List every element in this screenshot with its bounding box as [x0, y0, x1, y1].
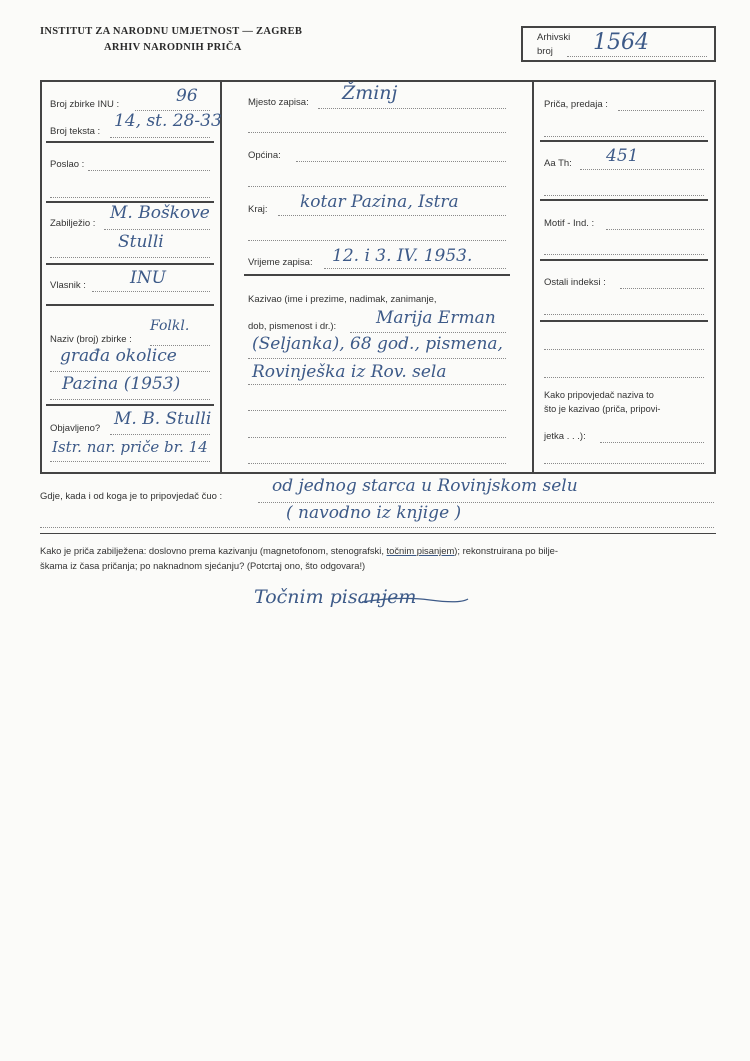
- place-value: Žminj: [342, 82, 398, 104]
- collection-number-label: Broj zbirke INU :: [50, 99, 120, 110]
- collection-name-value-2: građa okolice: [60, 346, 177, 366]
- method-answer-flourish: [360, 594, 472, 608]
- sent-label: Poslao :: [50, 159, 85, 170]
- method-instruction: [40, 545, 558, 556]
- archive-number-label-2: broj: [537, 46, 553, 57]
- archive-number-box: [521, 26, 716, 62]
- collection-name-value-3: Pazina (1953): [62, 374, 181, 394]
- date-label: Vrijeme zapisa:: [248, 257, 313, 268]
- archive-number-value: 1564: [593, 30, 649, 55]
- teller-name-label: Kako pripovjedač naziva to: [544, 390, 654, 400]
- source-value-2: ( navodno iz knjige ): [286, 503, 462, 523]
- date-value: 12. i 3. IV. 1953.: [332, 246, 473, 266]
- recorded-by-value: M. Boškove: [110, 203, 210, 223]
- narrator-label: Kazivao (ime i prezime, nadimak, zanimanje,: [248, 294, 437, 305]
- owner-value: INU: [130, 268, 166, 288]
- method-text-a: Kako je priča zabilježena: doslovno prema kazivanju (magnetofonom, stenografski,: [40, 545, 384, 556]
- teller-name-label-2: što je kazivao (priča, pripovi-: [544, 404, 661, 414]
- other-indices-label: Ostali indeksi :: [544, 277, 606, 288]
- aath-label: Aa Th:: [544, 158, 572, 169]
- institute-title: INSTITUT ZA NARODNU UMJETNOST — ZAGREB: [40, 26, 303, 37]
- method-instruction-2: škama iz časa pričanja; po naknadnom sjećanju? (Potcrtaj ono, što odgovara!): [40, 560, 366, 571]
- source-label: Gdje, kada i od koga je to pripovjedač čuo :: [40, 491, 223, 502]
- method-underlined-option: točnim pisanjem: [386, 545, 455, 556]
- municipality-label: Općina:: [248, 150, 281, 161]
- motif-label: Motif - Ind. :: [544, 218, 595, 229]
- teller-name-label-3: jetka . . .):: [544, 431, 586, 442]
- tale-label: Priča, predaja :: [544, 99, 608, 110]
- collection-name-value: Folkl.: [150, 318, 190, 334]
- narrator-label-2: dob, pismenost i dr.):: [248, 321, 337, 332]
- region-value: kotar Pazina, Istra: [300, 192, 459, 212]
- published-value-2: Istr. nar. priče br. 14: [52, 438, 208, 456]
- region-label: Kraj:: [248, 204, 268, 215]
- method-handwritten-answer: Točnim pisanjem: [254, 586, 417, 608]
- source-value: od jednog starca u Rovinjskom selu: [272, 476, 578, 496]
- narrator-value-3: Rovinješka iz Rov. sela: [252, 362, 447, 382]
- collection-number-value: 96: [176, 86, 198, 106]
- method-text-b: ); rekonstruirana po bilje-: [454, 545, 558, 556]
- narrator-value: Marija Erman: [376, 308, 496, 328]
- recorded-by-label: Zabilježio :: [50, 218, 96, 229]
- text-number-value: 14, st. 28-33: [114, 111, 222, 131]
- aath-value: 451: [606, 146, 639, 166]
- recorded-by-value-2: Stulli: [118, 232, 164, 252]
- owner-label: Vlasnik :: [50, 280, 86, 291]
- place-label: Mjesto zapisa:: [248, 97, 309, 108]
- text-number-label: Broj teksta :: [50, 126, 101, 137]
- narrator-value-2: (Seljanka), 68 god., pismena,: [252, 334, 503, 354]
- archive-title: ARHIV NARODNIH PRIČA: [104, 42, 242, 53]
- collection-name-label: Naziv (broj) zbirke :: [50, 334, 132, 345]
- published-label: Objavljeno?: [50, 423, 101, 434]
- published-value: M. B. Stulli: [114, 409, 212, 429]
- archive-number-label: Arhivski: [537, 32, 571, 43]
